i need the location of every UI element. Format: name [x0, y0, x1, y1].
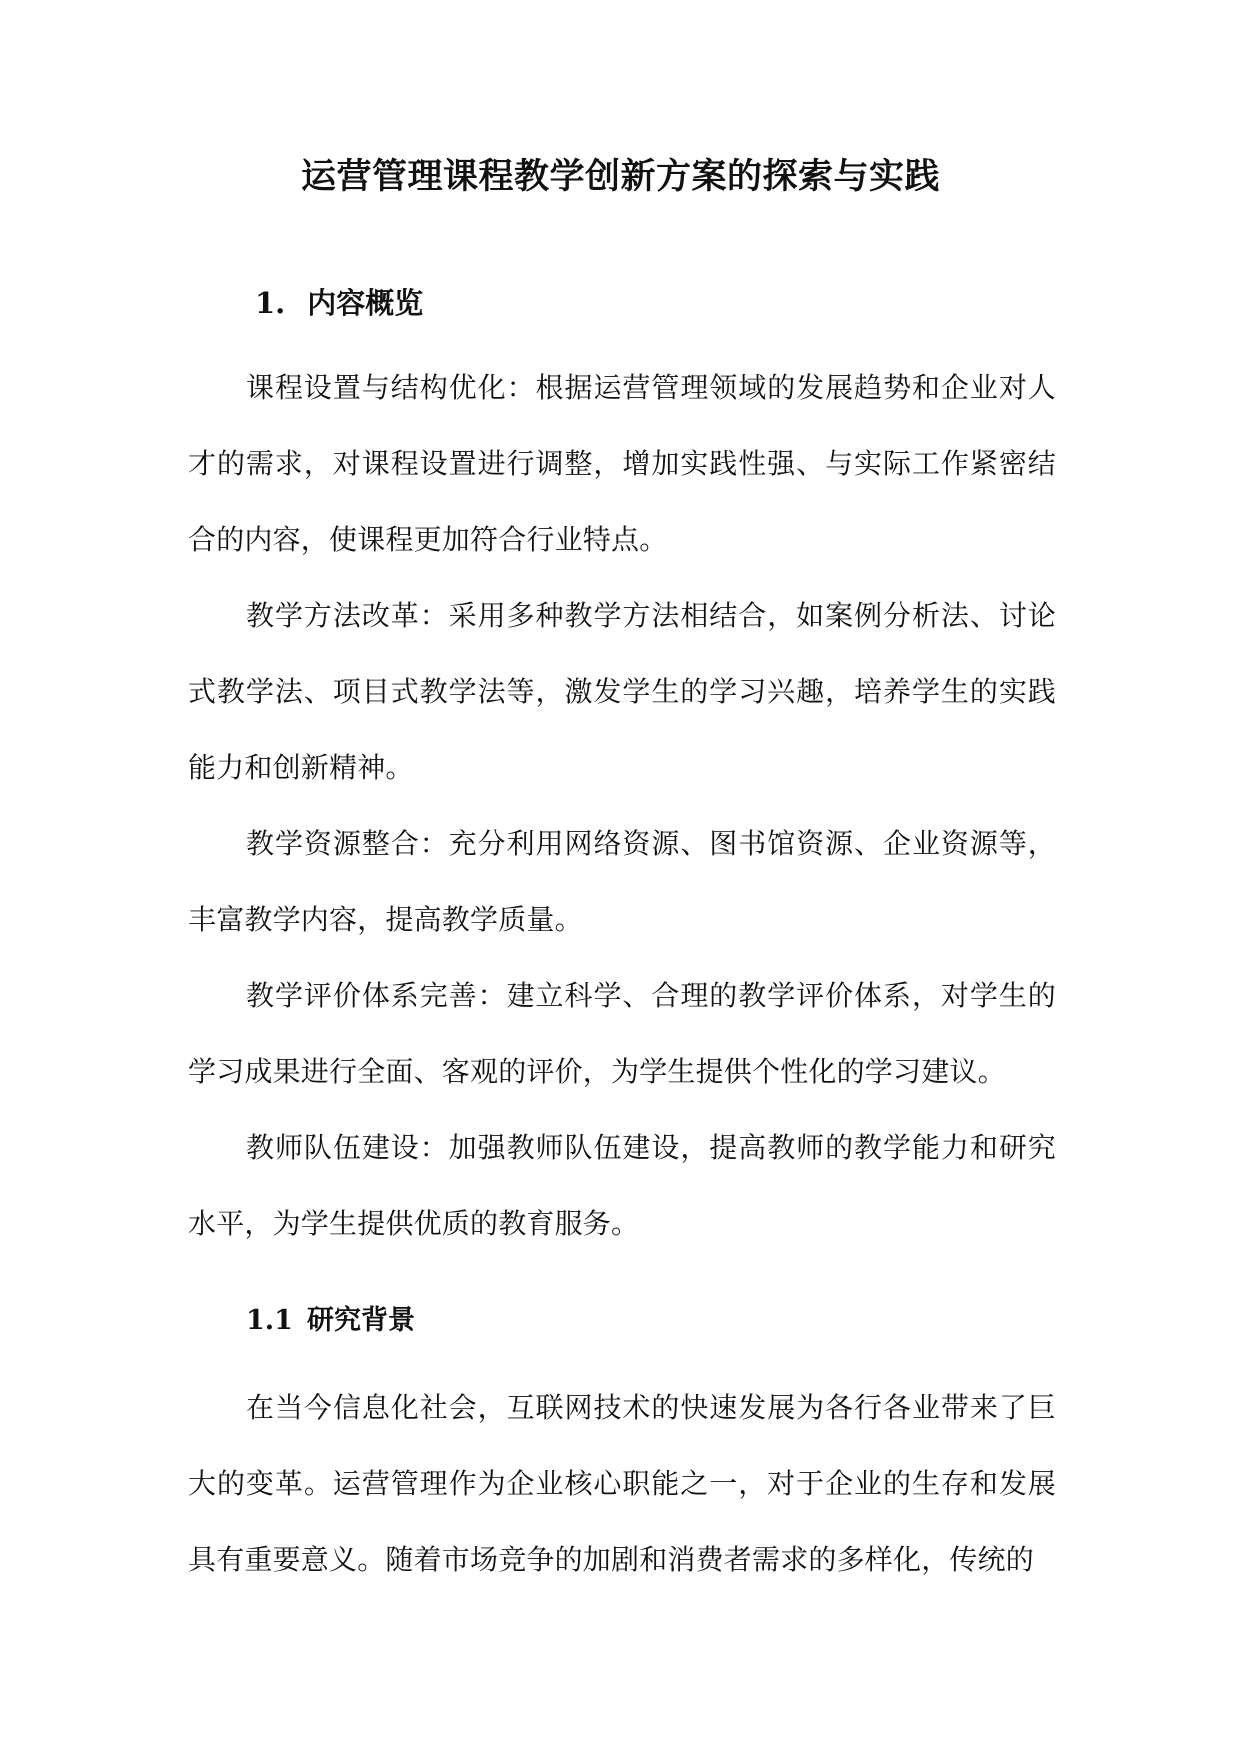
section-number: 1.	[255, 286, 286, 320]
paragraph-teaching-methods: 教学方法改革：采用多种教学方法相结合，如案例分析法、讨论式教学法、项目式教学法等，激发学生的学习兴趣，培养学生的实践能力和创新精神。	[188, 599, 1056, 784]
document-title: 运营管理课程教学创新方案的探索与实践	[300, 156, 940, 197]
paragraph-teaching-resources: 教学资源整合：充分利用网络资源、图书馆资源、企业资源等，丰富教学内容，提高教学质量。	[188, 827, 1056, 936]
section-heading-1-1	[246, 1301, 415, 1341]
section-heading-1	[255, 283, 423, 323]
paragraph-evaluation-system: 教学评价体系完善：建立科学、合理的教学评价体系，对学生的学习成果进行全面、客观的评价，为学生提供个性化的学习建议。	[188, 979, 1056, 1088]
paragraph-research-background: 在当今信息化社会，互联网技术的快速发展为各行各业带来了巨大的变革。运营管理作为企业核心职能之一，对于企业的生存和发展具有重要意义。随着市场竞争的加剧和消费者需求的多样化，传统的	[188, 1391, 1056, 1576]
section-title: 内容概览	[307, 286, 424, 320]
subsection-number: 1.1	[246, 1305, 293, 1336]
paragraph-course-structure: 课程设置与结构优化：根据运营管理领域的发展趋势和企业对人才的需求，对课程设置进行调整，增加实践性强、与实际工作紧密结合的内容，使课程更加符合行业特点。	[188, 371, 1056, 556]
subsection-title: 研究背景	[306, 1305, 415, 1336]
paragraph-teacher-team: 教师队伍建设：加强教师队伍建设，提高教师的教学能力和研究水平，为学生提供优质的教育服务。	[188, 1131, 1056, 1240]
